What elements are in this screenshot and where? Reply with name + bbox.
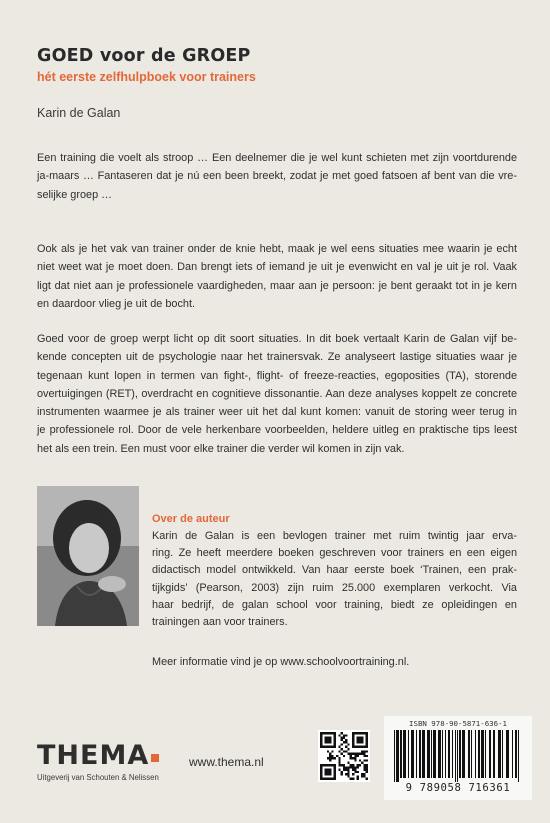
author-name: Karin de Galan (37, 106, 121, 120)
logo-dot-icon (151, 754, 159, 762)
about-author-text (152, 528, 517, 631)
barcode-digits: 9 789058 716361 (405, 782, 511, 794)
text-line: trainingen aan voor trainers. (152, 616, 288, 629)
about-author-heading: Over de auteur (152, 513, 230, 525)
text-line: ring. Ze heeft meerdere boeken geschreven voor trainers en een eigen (152, 547, 517, 560)
text-line: en daardoor vlieg je uit de bocht. (37, 297, 196, 310)
logo-text: THEMA (37, 740, 150, 771)
book-title: GOED voor de GROEP (37, 46, 251, 66)
text-line: het als een trein. Een must voor elke trainer die verder wil komen in zijn vak. (37, 442, 405, 455)
text-line: kende concepten uit de psychologie naar het trainersvak. Ze analyseert lastige situaties waar je (37, 351, 517, 364)
text-line: ligt dat niet aan je professionele vaardigheden, maar aan je persoon: je bent geraakt tot in je kern (37, 279, 517, 292)
text-line: tijkgids’ (Pearson, 2003) zijn ruim 25.000 exemplaren verkocht. Via (152, 581, 517, 594)
publisher-website[interactable]: www.thema.nl (189, 755, 264, 769)
blurb-paragraph-2 (37, 240, 517, 313)
author-photo (37, 486, 139, 626)
blurb-paragraph-1 (37, 149, 517, 204)
isbn-barcode (384, 716, 532, 800)
text-line: instrumenten waarmee je als trainer weer uit het dal kunt komen: vanuit de storing weer terug in (37, 406, 517, 419)
text-line: niet weet wat je moet doen. Dan brengt iets of iemand je uit je evenwicht en val je uit je rol. Vaak (37, 261, 517, 274)
text-line: Karin de Galan is een bevlogen trainer met ruim twintig jaar erva- (152, 530, 517, 542)
text-line: haar bedrijf, de galan school voor training, biedt ze opleidingen en (152, 598, 517, 611)
blurb-paragraph-3 (37, 330, 517, 458)
barcode-bars-icon (392, 730, 524, 782)
text-line: tegenaan kunt lopen in termen van fight-, flight- of freeze-reacties, egoposities (TA), storende (37, 369, 517, 382)
text-line: ja-maars … Fantaseren dat je nú een been breekt, zodat je met goed fatsoen af bent van die vre- (37, 170, 517, 183)
book-subtitle: hét eerste zelfhulpboek voor trainers (37, 70, 256, 84)
text-line: Een training die voelt als stroop … Een deelnemer die je wel kunt schieten met zijn voortdurende (37, 152, 517, 164)
text-line: je professionele rol. Door de vele herkenbare voorbeelden, heldere uitleg en praktische tips leest (37, 424, 517, 437)
text-line: selijke groep … (37, 188, 113, 201)
qr-code-icon (318, 730, 370, 782)
text-line: overtuigingen (RET), overdracht en cognitieve dissonantie. Aan deze analyses koppelt ze concrete (37, 387, 517, 400)
text-line: Ook als je het vak van trainer onder de knie hebt, maak je wel eens situaties mee waarin je echt (37, 243, 517, 255)
text-line: Goed voor de groep werpt licht op dit soort situaties. In dit boek vertaalt Karin de Galan vijf be- (37, 333, 517, 345)
publisher-logo (37, 740, 159, 771)
publisher-name: Uitgeverij van Schouten & Nelissen (37, 773, 159, 782)
more-info-text: Meer informatie vind je op www.schoolvoortraining.nl. (152, 656, 410, 668)
isbn-label: ISBN 978-90-5871-636-1 (409, 719, 507, 728)
text-line: didactisch model ontwikkeld. Van haar eerste boek ‘Trainen, een prak- (152, 564, 517, 577)
